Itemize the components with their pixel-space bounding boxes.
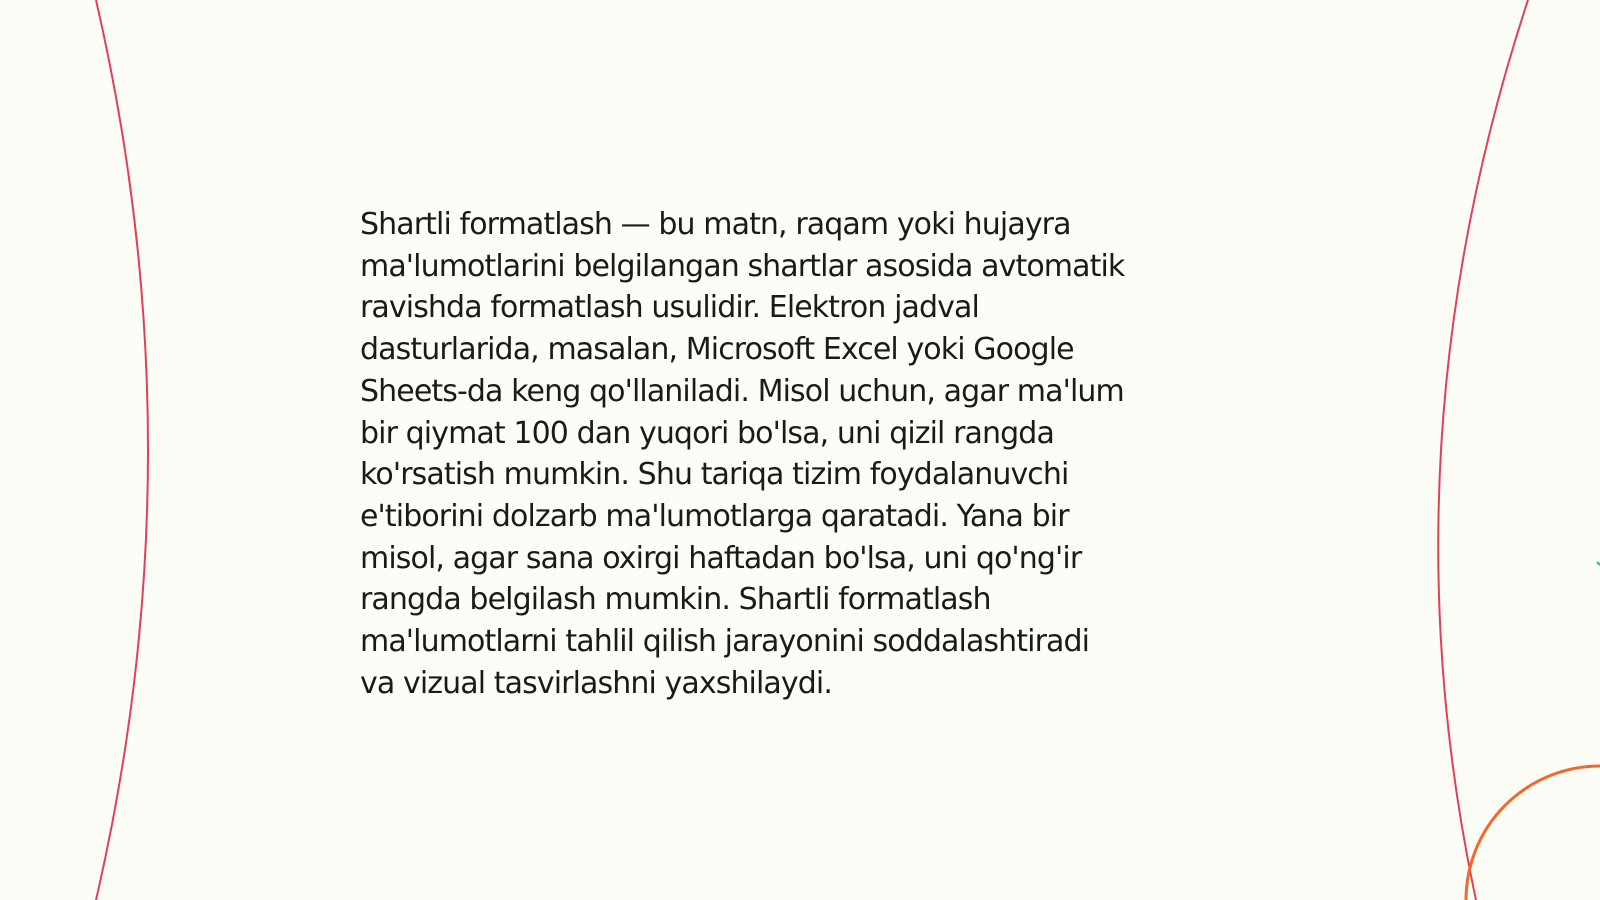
body-line: rangda belgilash mumkin. Shartli formatlash	[360, 582, 991, 618]
right-curve-line	[1438, 0, 1528, 900]
body-line: va vizual tasvirlashni yaxshilaydi.	[360, 665, 832, 701]
body-line: misol, agar sana oxirgi haftadan bo'lsa, uni qo'ng'ir	[360, 540, 1082, 576]
body-line: ravishda formatlash usulidir. Elektron jadval	[360, 290, 979, 326]
orange-accent-arc	[1466, 766, 1600, 900]
body-line: ma'lumotlarni tahlil qilish jarayonini soddalashtiradi	[360, 624, 1090, 660]
body-line: bir qiymat 100 dan yuqori bo'lsa, uni qizil rangda	[360, 415, 1054, 451]
body-paragraph	[360, 204, 1260, 704]
body-line: Sheets-da keng qo'llaniladi. Misol uchun, agar ma'lum	[360, 373, 1124, 409]
body-line: dasturlarida, masalan, Microsoft Excel yoki Google	[360, 332, 1074, 368]
left-curve-line	[96, 0, 148, 900]
body-line: ma'lumotlarini belgilangan shartlar asosida avtomatik	[360, 248, 1125, 284]
body-line: Shartli formatlash — bu matn, raqam yoki hujayra	[360, 207, 1071, 242]
body-line: e'tiborini dolzarb ma'lumotlarga qaratadi. Yana bir	[360, 498, 1069, 534]
body-line: ko'rsatish mumkin. Shu tariqa tizim foydalanuvchi	[360, 457, 1069, 493]
